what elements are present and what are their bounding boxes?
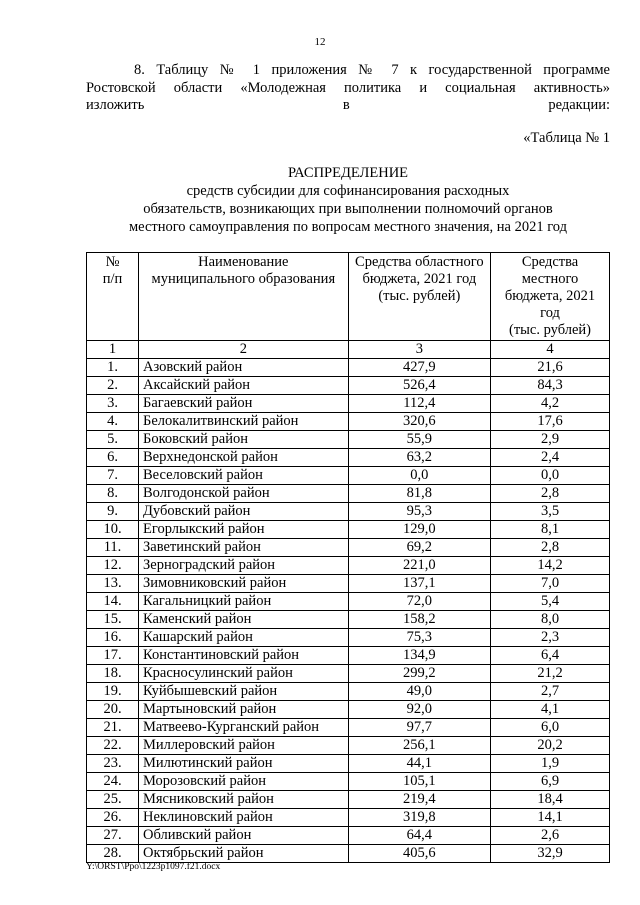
municipality-name-cell: Неклиновский район bbox=[139, 809, 349, 827]
row-number-cell: 4. bbox=[87, 413, 139, 431]
column-number-cell: 2 bbox=[139, 341, 349, 359]
row-number-cell: 6. bbox=[87, 449, 139, 467]
local-budget-cell: 6,9 bbox=[491, 773, 610, 791]
local-budget-cell: 3,5 bbox=[491, 503, 610, 521]
table-row bbox=[87, 791, 610, 809]
intro-paragraph bbox=[86, 62, 610, 115]
municipality-name-cell: Аксайский район bbox=[139, 377, 349, 395]
local-budget-cell: 4,2 bbox=[491, 395, 610, 413]
table-row bbox=[87, 557, 610, 575]
local-budget-cell: 2,7 bbox=[491, 683, 610, 701]
regional-budget-cell: 319,8 bbox=[348, 809, 490, 827]
municipality-name-cell: Каменский район bbox=[139, 611, 349, 629]
row-number-cell: 23. bbox=[87, 755, 139, 773]
local-budget-cell: 21,2 bbox=[491, 665, 610, 683]
heading-title: РАСПРЕДЕЛЕНИЕ bbox=[287, 165, 409, 181]
table-row bbox=[87, 377, 610, 395]
regional-budget-cell: 320,6 bbox=[348, 413, 490, 431]
header-local-line: (тыс. рублей) bbox=[509, 322, 592, 338]
row-number-cell: 8. bbox=[87, 485, 139, 503]
local-budget-cell: 2,6 bbox=[491, 827, 610, 845]
header-regional-line: Средства областного bbox=[355, 254, 484, 270]
table-row bbox=[87, 665, 610, 683]
municipality-name-cell: Заветинский район bbox=[139, 539, 349, 557]
table-row bbox=[87, 683, 610, 701]
municipality-name-cell: Боковский район bbox=[139, 431, 349, 449]
row-number-cell: 5. bbox=[87, 431, 139, 449]
row-number-cell: 17. bbox=[87, 647, 139, 665]
header-regional-line: бюджета, 2021 год bbox=[362, 271, 477, 287]
row-number-cell: 13. bbox=[87, 575, 139, 593]
table-reference: «Таблица № 1 bbox=[523, 130, 610, 146]
row-number-cell: 12. bbox=[87, 557, 139, 575]
regional-budget-cell: 526,4 bbox=[348, 377, 490, 395]
column-number-cell: 1 bbox=[87, 341, 139, 359]
regional-budget-cell: 219,4 bbox=[348, 791, 490, 809]
local-budget-cell: 32,9 bbox=[491, 845, 610, 863]
regional-budget-cell: 97,7 bbox=[348, 719, 490, 737]
municipality-name-cell: Октябрьский район bbox=[139, 845, 349, 863]
intro-line-2: Ростовской области «Молодежная политика и социальная активность» bbox=[86, 79, 610, 96]
municipality-name-cell: Зерноградский район bbox=[139, 557, 349, 575]
municipality-name-cell: Дубовский район bbox=[139, 503, 349, 521]
municipality-name-cell: Волгодонской район bbox=[139, 485, 349, 503]
heading-line-2: обязательств, возникающих при выполнении полномочий органов bbox=[143, 201, 553, 217]
regional-budget-cell: 95,3 bbox=[348, 503, 490, 521]
row-number-cell: 28. bbox=[87, 845, 139, 863]
table-row bbox=[87, 467, 610, 485]
municipality-name-cell: Кашарский район bbox=[139, 629, 349, 647]
row-number-cell: 25. bbox=[87, 791, 139, 809]
local-budget-cell: 21,6 bbox=[491, 359, 610, 377]
intro-line-3: изложить в редакции: bbox=[86, 97, 610, 113]
row-number-cell: 27. bbox=[87, 827, 139, 845]
municipality-name-cell: Багаевский район bbox=[139, 395, 349, 413]
header-regional-line: (тыс. рублей) bbox=[378, 288, 461, 304]
row-number-cell: 21. bbox=[87, 719, 139, 737]
local-budget-cell: 14,1 bbox=[491, 809, 610, 827]
local-budget-cell: 8,1 bbox=[491, 521, 610, 539]
regional-budget-cell: 427,9 bbox=[348, 359, 490, 377]
local-budget-cell: 5,4 bbox=[491, 593, 610, 611]
municipality-name-cell: Мартыновский район bbox=[139, 701, 349, 719]
header-local-line: Средства bbox=[521, 254, 579, 270]
table-row bbox=[87, 827, 610, 845]
regional-budget-cell: 221,0 bbox=[348, 557, 490, 575]
file-path-footer: Y:\ORST\Ppo\1223p1097.f21.docx bbox=[86, 862, 221, 872]
header-name-line: муниципального образования bbox=[151, 271, 336, 287]
regional-budget-cell: 299,2 bbox=[348, 665, 490, 683]
distribution-table bbox=[86, 252, 610, 863]
local-budget-cell: 2,8 bbox=[491, 485, 610, 503]
local-budget-cell: 2,3 bbox=[491, 629, 610, 647]
table-row bbox=[87, 413, 610, 431]
row-number-cell: 1. bbox=[87, 359, 139, 377]
table-row bbox=[87, 359, 610, 377]
table-row bbox=[87, 701, 610, 719]
row-number-cell: 9. bbox=[87, 503, 139, 521]
header-local-line: местного bbox=[521, 271, 579, 287]
row-number-cell: 10. bbox=[87, 521, 139, 539]
row-number-cell: 26. bbox=[87, 809, 139, 827]
table-row bbox=[87, 737, 610, 755]
row-number-cell: 3. bbox=[87, 395, 139, 413]
table-row bbox=[87, 773, 610, 791]
document-heading bbox=[86, 164, 610, 236]
table-row bbox=[87, 611, 610, 629]
local-budget-cell: 2,4 bbox=[491, 449, 610, 467]
regional-budget-cell: 112,4 bbox=[348, 395, 490, 413]
municipality-name-cell: Обливский район bbox=[139, 827, 349, 845]
municipality-name-cell: Миллеровский район bbox=[139, 737, 349, 755]
regional-budget-cell: 72,0 bbox=[348, 593, 490, 611]
local-budget-cell: 2,9 bbox=[491, 431, 610, 449]
table-row bbox=[87, 503, 610, 521]
table-row bbox=[87, 521, 610, 539]
row-number-cell: 20. bbox=[87, 701, 139, 719]
header-number bbox=[87, 253, 139, 341]
municipality-name-cell: Кагальницкий район bbox=[139, 593, 349, 611]
regional-budget-cell: 105,1 bbox=[348, 773, 490, 791]
municipality-name-cell: Мясниковский район bbox=[139, 791, 349, 809]
regional-budget-cell: 44,1 bbox=[348, 755, 490, 773]
municipality-name-cell: Белокалитвинский район bbox=[139, 413, 349, 431]
row-number-cell: 2. bbox=[87, 377, 139, 395]
table-row bbox=[87, 593, 610, 611]
local-budget-cell: 17,6 bbox=[491, 413, 610, 431]
local-budget-cell: 7,0 bbox=[491, 575, 610, 593]
regional-budget-cell: 405,6 bbox=[348, 845, 490, 863]
municipality-name-cell: Красносулинский район bbox=[139, 665, 349, 683]
column-number-row bbox=[87, 341, 610, 359]
local-budget-cell: 8,0 bbox=[491, 611, 610, 629]
header-name bbox=[139, 253, 349, 341]
header-regional-budget bbox=[348, 253, 490, 341]
table-row bbox=[87, 431, 610, 449]
header-number-line: п/п bbox=[102, 271, 123, 287]
column-number-cell: 3 bbox=[348, 341, 490, 359]
row-number-cell: 22. bbox=[87, 737, 139, 755]
row-number-cell: 16. bbox=[87, 629, 139, 647]
municipality-name-cell: Зимовниковский район bbox=[139, 575, 349, 593]
row-number-cell: 15. bbox=[87, 611, 139, 629]
local-budget-cell: 18,4 bbox=[491, 791, 610, 809]
table-row bbox=[87, 755, 610, 773]
local-budget-cell: 6,0 bbox=[491, 719, 610, 737]
local-budget-cell: 6,4 bbox=[491, 647, 610, 665]
municipality-name-cell: Константиновский район bbox=[139, 647, 349, 665]
row-number-cell: 11. bbox=[87, 539, 139, 557]
regional-budget-cell: 158,2 bbox=[348, 611, 490, 629]
table-row bbox=[87, 449, 610, 467]
regional-budget-cell: 64,4 bbox=[348, 827, 490, 845]
table-row bbox=[87, 845, 610, 863]
municipality-name-cell: Матвеево-Курганский район bbox=[139, 719, 349, 737]
row-number-cell: 24. bbox=[87, 773, 139, 791]
regional-budget-cell: 92,0 bbox=[348, 701, 490, 719]
local-budget-cell: 2,8 bbox=[491, 539, 610, 557]
table-row bbox=[87, 719, 610, 737]
row-number-cell: 18. bbox=[87, 665, 139, 683]
regional-budget-cell: 256,1 bbox=[348, 737, 490, 755]
local-budget-cell: 20,2 bbox=[491, 737, 610, 755]
regional-budget-cell: 129,0 bbox=[348, 521, 490, 539]
heading-line-1: средств субсидии для софинансирования расходных bbox=[186, 183, 510, 199]
municipality-name-cell: Веселовский район bbox=[139, 467, 349, 485]
local-budget-cell: 4,1 bbox=[491, 701, 610, 719]
table-row bbox=[87, 395, 610, 413]
municipality-name-cell: Верхнедонской район bbox=[139, 449, 349, 467]
regional-budget-cell: 81,8 bbox=[348, 485, 490, 503]
municipality-name-cell: Милютинский район bbox=[139, 755, 349, 773]
local-budget-cell: 0,0 bbox=[491, 467, 610, 485]
header-number-line: № bbox=[105, 254, 120, 270]
local-budget-cell: 84,3 bbox=[491, 377, 610, 395]
table-row bbox=[87, 809, 610, 827]
regional-budget-cell: 49,0 bbox=[348, 683, 490, 701]
row-number-cell: 7. bbox=[87, 467, 139, 485]
header-name-line: Наименование bbox=[198, 254, 289, 270]
regional-budget-cell: 0,0 bbox=[348, 467, 490, 485]
column-number-cell: 4 bbox=[491, 341, 610, 359]
header-local-line: бюджета, 2021 год bbox=[504, 288, 596, 321]
header-local-budget bbox=[491, 253, 610, 341]
regional-budget-cell: 63,2 bbox=[348, 449, 490, 467]
heading-line-3: местного самоуправления по вопросам местного значения, на 2021 год bbox=[128, 219, 568, 235]
row-number-cell: 19. bbox=[87, 683, 139, 701]
intro-line-1: 8. Таблицу № 1 приложения № 7 к государственной программе bbox=[134, 62, 610, 78]
municipality-name-cell: Морозовский район bbox=[139, 773, 349, 791]
municipality-name-cell: Азовский район bbox=[139, 359, 349, 377]
regional-budget-cell: 134,9 bbox=[348, 647, 490, 665]
municipality-name-cell: Егорлыкский район bbox=[139, 521, 349, 539]
regional-budget-cell: 137,1 bbox=[348, 575, 490, 593]
table-row bbox=[87, 647, 610, 665]
regional-budget-cell: 55,9 bbox=[348, 431, 490, 449]
local-budget-cell: 14,2 bbox=[491, 557, 610, 575]
table-row bbox=[87, 629, 610, 647]
page-number: 12 bbox=[314, 36, 326, 48]
regional-budget-cell: 75,3 bbox=[348, 629, 490, 647]
regional-budget-cell: 69,2 bbox=[348, 539, 490, 557]
table-header-row bbox=[87, 253, 610, 341]
table-row bbox=[87, 575, 610, 593]
row-number-cell: 14. bbox=[87, 593, 139, 611]
table-row bbox=[87, 485, 610, 503]
table-row bbox=[87, 539, 610, 557]
local-budget-cell: 1,9 bbox=[491, 755, 610, 773]
municipality-name-cell: Куйбышевский район bbox=[139, 683, 349, 701]
